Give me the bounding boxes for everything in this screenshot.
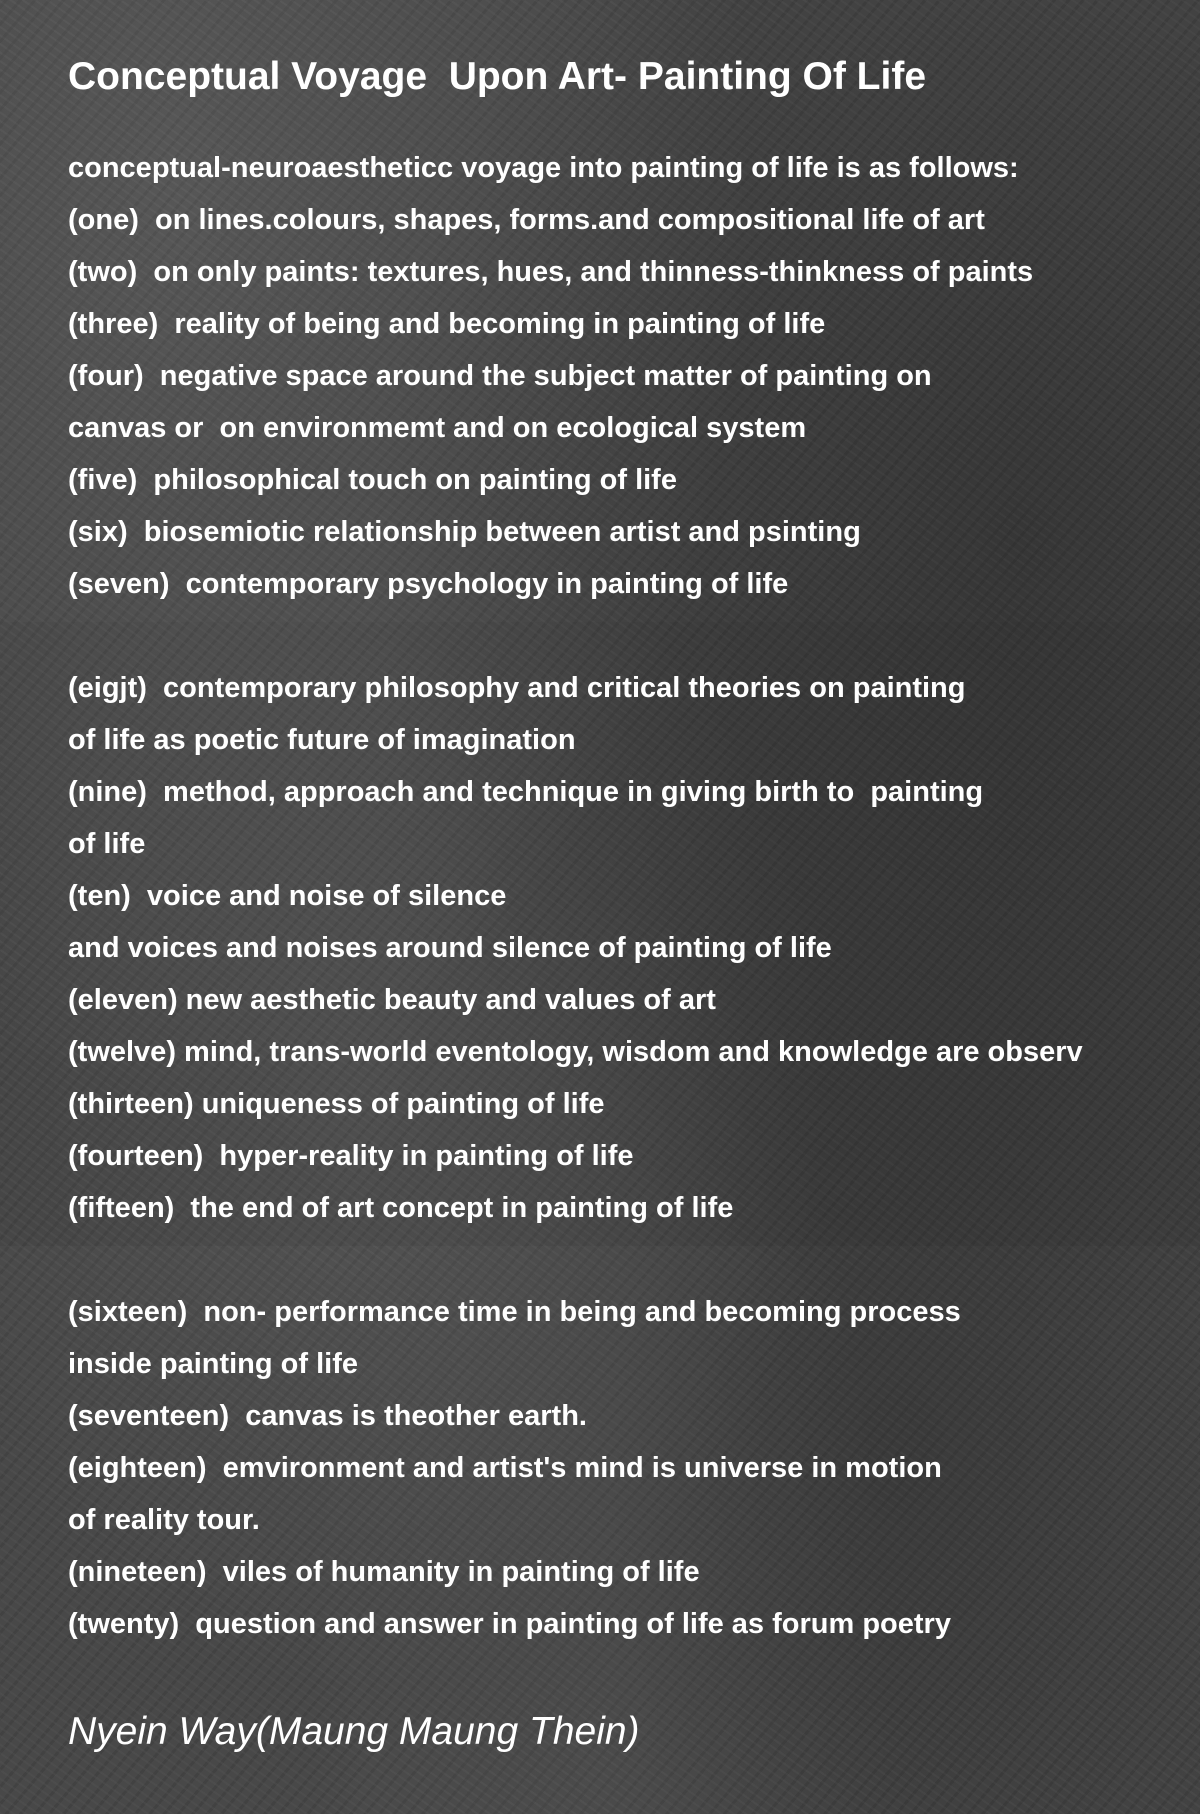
poem-line: (eighteen) emvironment and artist's mind is universe in motion: [68, 1452, 942, 1484]
poem-line: of reality tour.: [68, 1504, 260, 1536]
poem-line: (nine) method, approach and technique in giving birth to painting: [68, 776, 984, 808]
poem-line: and voices and noises around silence of painting of life: [68, 932, 832, 964]
poem-line: inside painting of life: [68, 1348, 358, 1380]
poem-line: of life as poetic future of imagination: [68, 724, 576, 756]
stanza-2: [68, 662, 1200, 1234]
poem-line: (six) biosemiotic relationship between artist and psinting: [68, 516, 861, 548]
poem-author: Nyein Way(Maung Maung Thein): [68, 1710, 640, 1753]
poem: [68, 46, 1200, 1762]
poem-line: (eleven) new aesthetic beauty and values of art: [68, 984, 716, 1016]
poem-line: conceptual-neuroaestheticc voyage into painting of life is as follows:: [68, 152, 1019, 184]
poem-line: (nineteen) viles of humanity in painting of life: [68, 1556, 700, 1588]
poem-line: (fifteen) the end of art concept in painting of life: [68, 1192, 734, 1224]
poem-line: (four) negative space around the subject matter of painting on: [68, 360, 932, 392]
poem-line: (sixteen) non- performance time in being and becoming process: [68, 1296, 961, 1328]
poem-line: (eigjt) contemporary philosophy and critical theories on painting: [68, 672, 966, 704]
poem-line: (seven) contemporary psychology in painting of life: [68, 568, 789, 600]
stanza-1: [68, 142, 1200, 610]
poem-line: (seventeen) canvas is theother earth.: [68, 1400, 587, 1432]
poem-title: Conceptual Voyage Upon Art- Painting Of Life: [68, 55, 927, 98]
poem-line: (one) on lines.colours, shapes, forms.and compositional life of art: [68, 204, 985, 236]
poem-line: (five) philosophical touch on painting of life: [68, 464, 677, 496]
poem-line: (two) on only paints: textures, hues, and thinness-thinkness of paints: [68, 256, 1034, 288]
poem-line: (twelve) mind, trans-world eventology, wisdom and knowledge are observ: [68, 1036, 1083, 1068]
poem-line: (ten) voice and noise of silence: [68, 880, 507, 912]
poem-line: canvas or on environmemt and on ecological system: [68, 412, 807, 444]
poem-line: (fourteen) hyper-reality in painting of life: [68, 1140, 634, 1172]
poem-line: (three) reality of being and becoming in painting of life: [68, 308, 826, 340]
stanza-3: [68, 1286, 1200, 1650]
poem-line: (thirteen) uniqueness of painting of life: [68, 1088, 605, 1120]
poem-line: (twenty) question and answer in painting of life as forum poetry: [68, 1608, 951, 1640]
poem-line: of life: [68, 828, 146, 860]
